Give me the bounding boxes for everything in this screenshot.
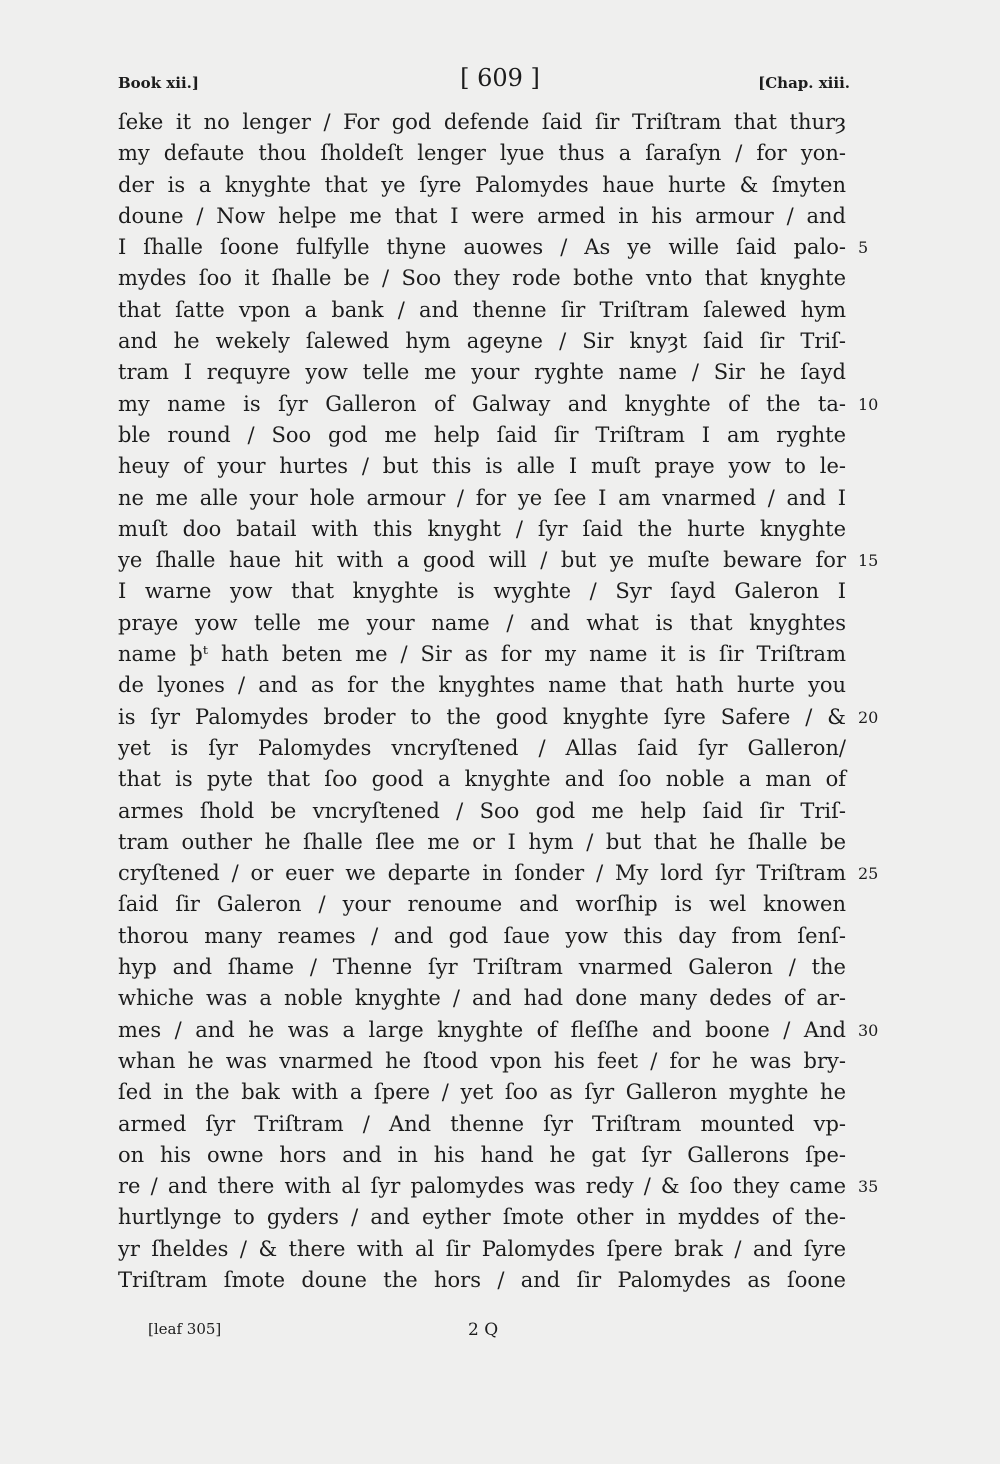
text-line-content: yet is ſyr Palomydes vncryſtened / Allas ſaid ſyr Galleron/: [118, 735, 846, 760]
text-line: [118, 514, 846, 545]
text-line: [118, 889, 846, 920]
text-line-content: whiche was a noble knyghte / and had done many dedes of ar-: [118, 986, 846, 1011]
text-line-content: der is a knyghte that ye ſyre Palomydes haue hurte & ſmyten: [118, 172, 846, 197]
text-line: [118, 1234, 846, 1265]
body-text: [118, 107, 879, 1296]
text-line: [118, 389, 879, 420]
text-line: [118, 576, 846, 607]
leaf-reference: [leaf 305]: [148, 1320, 222, 1338]
text-line-content: ble round / Soo god me help ſaid ſir Triſtram I am ryghte: [118, 422, 846, 447]
text-line: [118, 639, 846, 670]
page-number: [ 609 ]: [460, 64, 540, 92]
line-number: 15: [858, 551, 879, 571]
text-line-content: hyp and ſhame / Thenne ſyr Triſtram vnarmed Galeron / the: [118, 955, 846, 980]
text-line-content: on his owne hors and in his hand he gat ſyr Gallerons ſpe-: [118, 1142, 846, 1167]
text-line: [118, 827, 846, 858]
text-line: [118, 545, 879, 576]
text-line-content: ye ſhalle haue hit with a good will / but ye muſte beware for: [118, 548, 846, 573]
text-line: [118, 1140, 846, 1171]
text-line-content: is ſyr Palomydes broder to the good knyghte ſyre Safere / &: [118, 704, 846, 729]
text-line: [118, 952, 846, 983]
line-number: 5: [858, 238, 869, 258]
line-number: 25: [858, 864, 879, 884]
text-line-content: my defaute thou ſholdeſt lenger lyue thus a ſaraſyn / for yon-: [118, 141, 846, 166]
text-line: [118, 764, 846, 795]
text-line: [118, 138, 846, 169]
text-line-content: hurtlynge to gyders / and eyther ſmote other in myddes of the-: [118, 1205, 846, 1230]
text-line: [118, 1109, 846, 1140]
text-line: [118, 858, 879, 889]
text-line: [118, 326, 846, 357]
text-line-content: thorou many reames / and god ſaue yow this day from ſenſ-: [118, 923, 846, 948]
text-line: [118, 483, 846, 514]
text-line-content: armes ſhold be vncryſtened / Soo god me help ſaid ſir Triſ-: [118, 798, 846, 823]
text-line: [118, 451, 846, 482]
text-line: [118, 232, 869, 263]
text-line-content: praye yow telle me your name / and what is that knyghtes: [118, 610, 846, 635]
text-line: [118, 796, 846, 827]
text-line: [118, 357, 846, 388]
text-line-content: ne me alle your hole armour / for ye ſee I am vnarmed / and I: [118, 485, 846, 510]
text-line-content: cryſtened / or euer we departe in ſonder / My lord ſyr Triſtram: [118, 861, 846, 886]
text-line-content: my name is ſyr Galleron of Galway and knyghte of the ta-: [118, 391, 846, 416]
text-line-content: Triſtram ſmote doune the hors / and ſir Palomydes as ſoone: [118, 1267, 846, 1292]
text-line: [118, 201, 846, 232]
text-line: [118, 295, 846, 326]
text-line-content: de lyones / and as for the knyghtes name that hath hurte you: [118, 673, 846, 698]
text-line-content: mydes ſoo it ſhalle be / Soo they rode bothe vnto that knyghte: [118, 266, 846, 291]
line-number: 35: [858, 1177, 879, 1197]
line-number: 30: [858, 1020, 879, 1040]
text-line-content: ſed in the bak with a ſpere / yet ſoo as ſyr Galleron myghte he: [118, 1080, 846, 1105]
text-line-content: heuy of your hurtes / but this is alle I muſt praye yow to le-: [118, 454, 846, 479]
text-line: [118, 733, 846, 764]
text-line-content: tram outher he ſhalle ſlee me or I hym / but that he ſhalle be: [118, 829, 846, 854]
text-line: [118, 170, 846, 201]
text-line: [118, 107, 846, 138]
text-line-content: whan he was vnarmed he ſtood vpon his feet / for he was bry-: [118, 1048, 846, 1073]
text-line: [118, 263, 846, 294]
running-head-book: Book xii.]: [118, 74, 199, 92]
text-line-content: that ſatte vpon a bank / and thenne ſir Triſtram ſalewed hym: [118, 297, 846, 322]
signature-mark: 2 Q: [468, 1320, 499, 1340]
text-line-content: ſaid ſir Galeron / your renoume and worſhip is wel knowen: [118, 892, 846, 917]
text-line: [118, 670, 846, 701]
text-line-content: ſeke it no lenger / For god defende ſaid ſir Triſtram that thurȝ: [118, 110, 846, 134]
text-line-content: doune / Now helpe me that I were armed in his armour / and: [118, 203, 846, 228]
text-line-content: tram I requyre yow telle me your ryghte name / Sir he ſayd: [118, 360, 846, 385]
text-line-content: I warne yow that knyghte is wyghte / Syr ſayd Galeron I: [118, 579, 846, 604]
text-line-content: re / and there with al ſyr palomydes was redy / & ſoo they came: [118, 1174, 846, 1199]
text-line-content: mes / and he was a large knyghte of fleſſhe and boone / And: [118, 1017, 846, 1042]
text-line: [118, 921, 846, 952]
text-line-content: I ſhalle ſoone fulfylle thyne auowes / As ye wille ſaid palo-: [118, 235, 846, 260]
text-line: [118, 1046, 846, 1077]
text-line: [118, 1015, 879, 1046]
text-line-content: and he wekely ſalewed hym ageyne / Sir knyȝt ſaid ſir Triſ-: [118, 329, 846, 354]
text-line-content: name þᵗ hath beten me / Sir as for my name it is ſir Triſtram: [118, 642, 846, 667]
line-number: 10: [858, 394, 879, 414]
text-line: [118, 608, 846, 639]
text-line-content: that is pyte that ſoo good a knyghte and ſoo noble a man of: [118, 767, 846, 792]
running-head-chapter: [Chap. xiii.: [758, 74, 850, 92]
text-line-content: muſt doo batail with this knyght / ſyr ſaid the hurte knyghte: [118, 516, 846, 541]
text-line: [118, 1077, 846, 1108]
text-line-content: armed ſyr Triſtram / And thenne ſyr Triſtram mounted vp-: [118, 1111, 846, 1136]
text-line: [118, 702, 879, 733]
text-line: [118, 420, 846, 451]
text-line: [118, 983, 846, 1014]
text-line: [118, 1265, 846, 1296]
text-line: [118, 1202, 846, 1233]
line-number: 20: [858, 707, 879, 727]
text-line: [118, 1171, 879, 1202]
text-line-content: yr ſheldes / & there with al ſir Palomydes ſpere brak / and ſyre: [118, 1236, 846, 1261]
